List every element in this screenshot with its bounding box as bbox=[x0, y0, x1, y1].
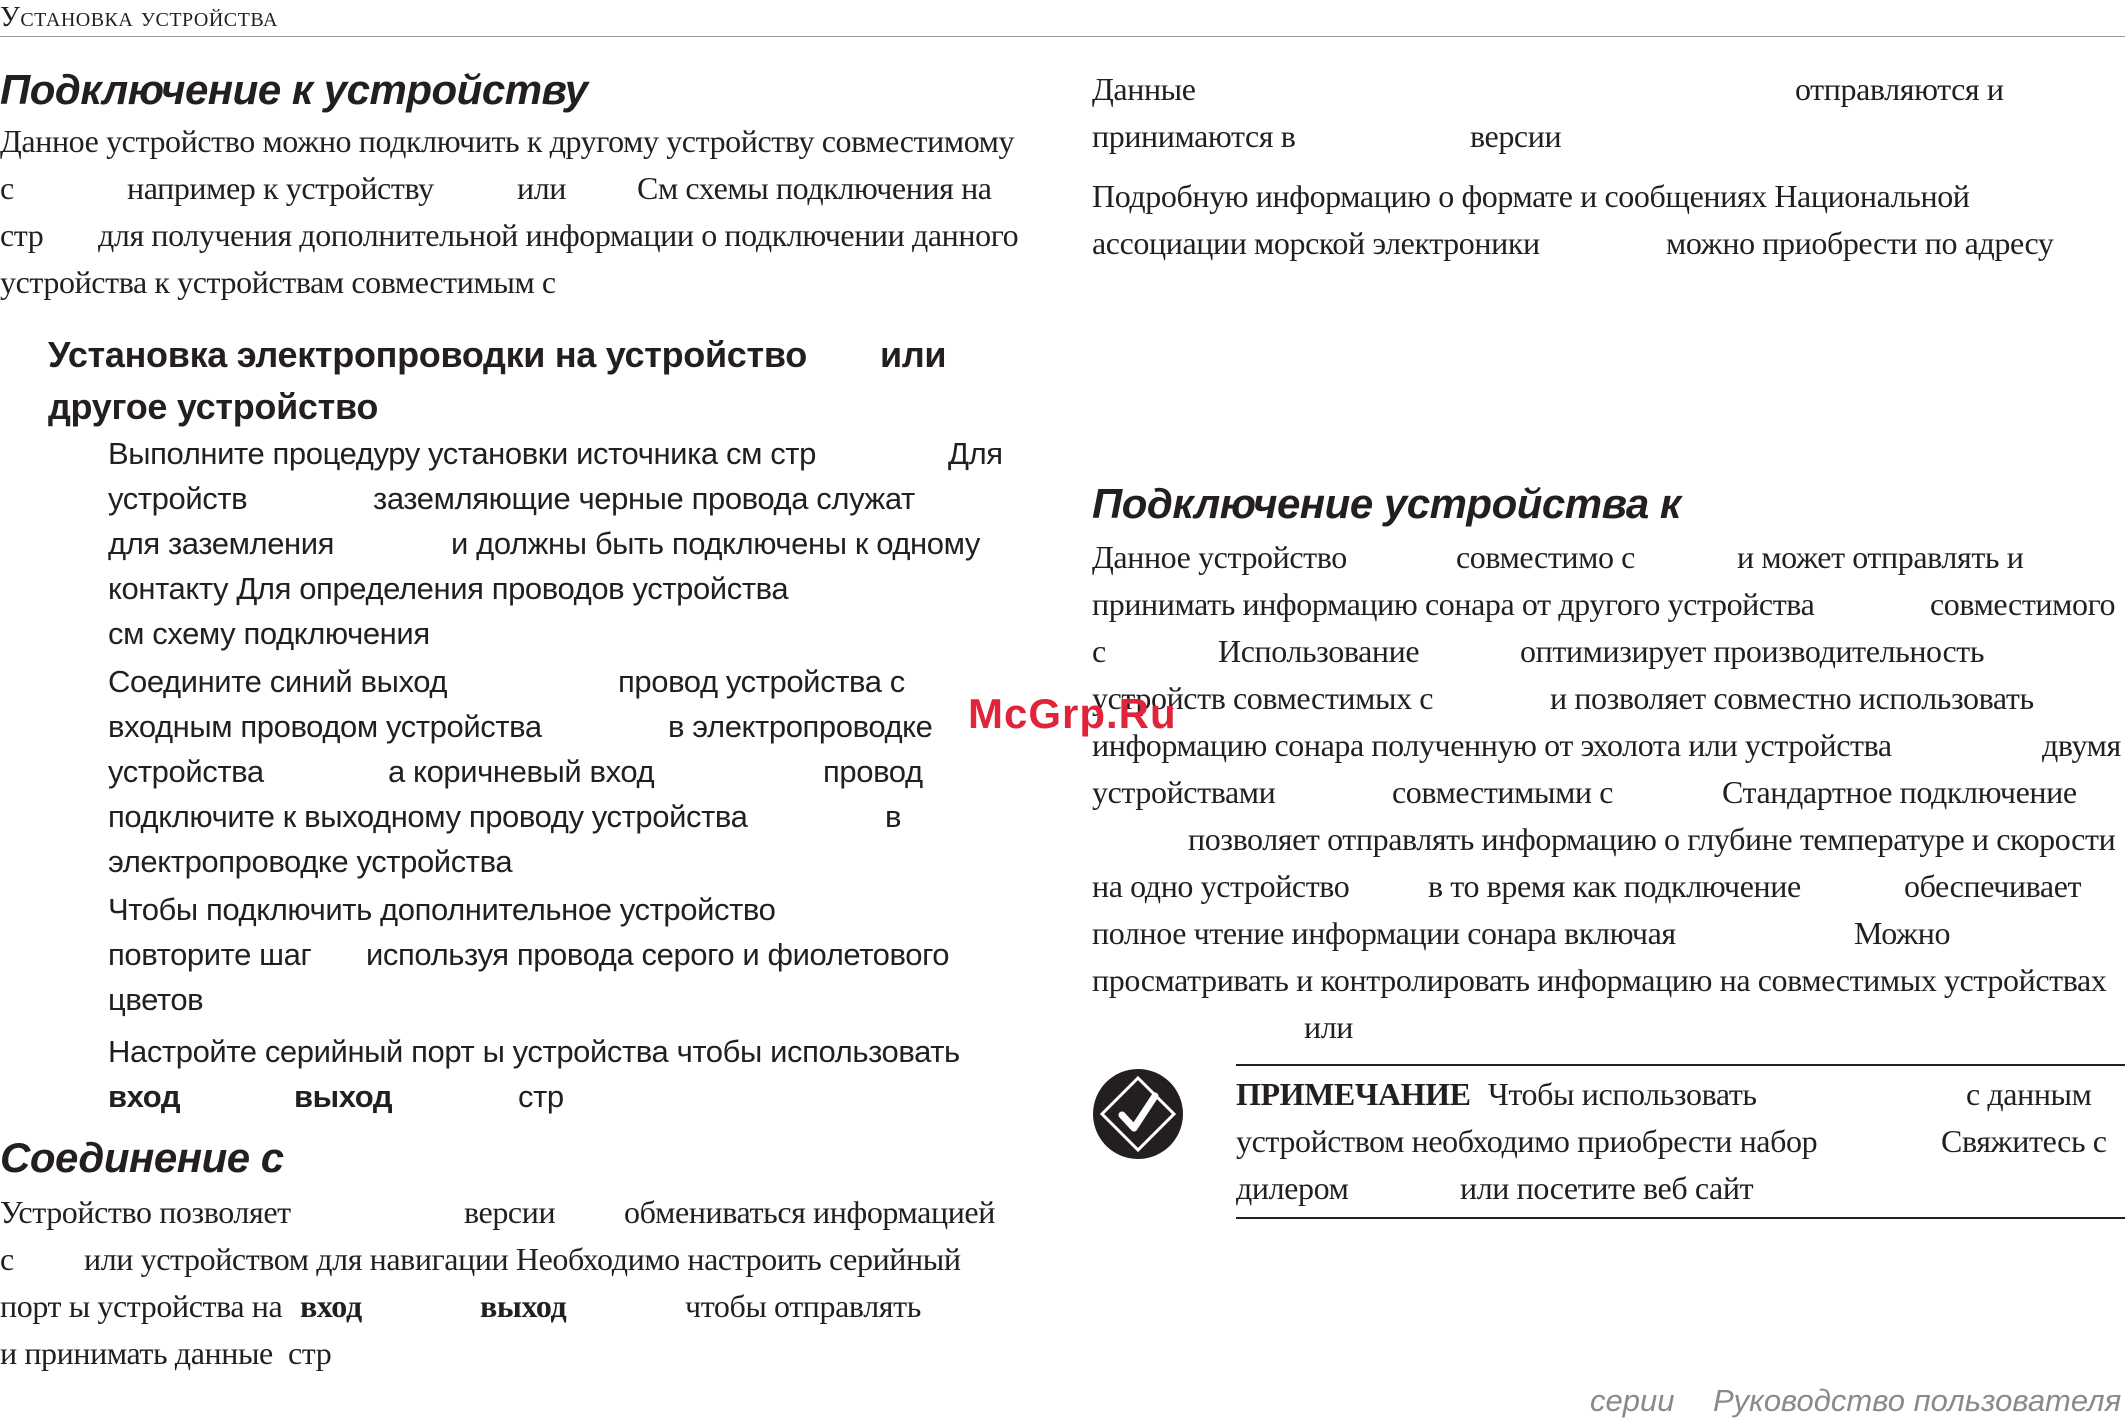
text-line bbox=[1092, 863, 2122, 910]
text-segment: устройствами bbox=[1092, 774, 1276, 810]
text-segment: с bbox=[0, 170, 14, 206]
text-segment: принимать информацию сонара от другого устройства bbox=[1092, 586, 1815, 622]
text-line bbox=[1092, 66, 2122, 113]
section-heading-connect-device-to: Подключение устройства к bbox=[1092, 480, 1681, 527]
text-line bbox=[0, 1236, 1020, 1283]
text-line bbox=[108, 887, 1028, 932]
text-segment: с данным bbox=[1966, 1076, 2092, 1112]
section3-body bbox=[1092, 534, 2122, 1051]
text-segment: и должны быть подключены к одному bbox=[451, 526, 980, 561]
text-line bbox=[1092, 816, 2122, 863]
text-line bbox=[1092, 220, 2122, 267]
text-line bbox=[0, 118, 1020, 165]
text-segment: информацию сонара полученную от эхолота или устройства bbox=[1092, 727, 1892, 763]
text-line bbox=[0, 1283, 1020, 1330]
text-segment: позволяет отправлять информацию о глубине температуре и скорости bbox=[1188, 821, 2116, 857]
text-segment: дилером bbox=[1236, 1170, 1349, 1206]
text-segment: совместимо с bbox=[1456, 539, 1635, 575]
text-segment: в электропроводке bbox=[668, 709, 933, 744]
text-segment: Выполните процедуру установки источника см стр bbox=[108, 436, 816, 471]
text-line bbox=[1092, 957, 2122, 1004]
text-segment: и принимать данные bbox=[0, 1335, 273, 1371]
text-line bbox=[108, 1074, 1028, 1119]
section-heading-connect-device: Подключение к устройству bbox=[0, 66, 588, 113]
text-segment: а коричневый вход bbox=[388, 754, 655, 789]
text-segment: ассоциации морской электроники bbox=[1092, 225, 1540, 261]
text-segment: например к устройству bbox=[127, 170, 434, 206]
text-segment: обмениваться информацией bbox=[624, 1194, 995, 1230]
text-segment: устройства bbox=[108, 754, 264, 789]
text-segment: входным проводом устройства bbox=[108, 709, 542, 744]
text-segment: или посетите веб сайт bbox=[1460, 1170, 1754, 1206]
text-line bbox=[0, 165, 1020, 212]
text-line bbox=[1236, 1165, 2125, 1212]
text-line bbox=[108, 794, 1028, 839]
text-segment: оптимизирует производительность bbox=[1520, 633, 1985, 669]
text-segment: Данное устройство можно подключить к другому устройству совместимому bbox=[0, 123, 1015, 159]
text-line bbox=[1236, 1118, 2125, 1165]
text-segment: Установка электропроводки на устройство bbox=[48, 334, 807, 375]
text-segment: заземляющие черные провода служат bbox=[373, 481, 915, 516]
text-segment: отправляются и bbox=[1795, 71, 2004, 107]
text-segment: провод устройства с bbox=[618, 664, 905, 699]
text-segment: или устройством для навигации Необходимо настроить серийный bbox=[84, 1241, 961, 1277]
text-segment: Стандартное подключение bbox=[1722, 774, 2077, 810]
text-line bbox=[108, 476, 1028, 521]
text-segment: устройством необходимо приобрести набор bbox=[1236, 1123, 1818, 1159]
subsection-heading-line2: другое устройство bbox=[48, 386, 379, 427]
text-segment: принимаются в bbox=[1092, 118, 1296, 154]
text-segment: или bbox=[517, 170, 567, 206]
step-1 bbox=[108, 431, 1028, 656]
text-line bbox=[1092, 769, 2122, 816]
text-segment: Для bbox=[948, 436, 1003, 471]
text-line bbox=[108, 932, 1028, 977]
text-segment: с bbox=[1092, 633, 1106, 669]
text-line bbox=[1092, 1004, 2122, 1051]
watermark: McGrp.Ru bbox=[968, 690, 1177, 737]
text-segment: провод bbox=[823, 754, 923, 789]
text-line bbox=[108, 521, 1028, 566]
text-segment: подключите к выходному проводу устройства bbox=[108, 799, 748, 834]
text-segment: см схему подключения bbox=[108, 616, 430, 651]
text-segment: Данные bbox=[1092, 71, 1196, 107]
text-line bbox=[0, 212, 1020, 259]
text-segment: и может отправлять и bbox=[1737, 539, 2024, 575]
header-rule bbox=[0, 36, 2125, 37]
text-line bbox=[1092, 910, 2122, 957]
text-segment: Чтобы использовать bbox=[1488, 1076, 1757, 1112]
text-segment: Свяжитесь с bbox=[1941, 1123, 2107, 1159]
text-segment: вход bbox=[108, 1079, 181, 1114]
text-segment: стр bbox=[518, 1079, 564, 1114]
text-segment: в то время как подключение bbox=[1428, 868, 1801, 904]
note-text bbox=[1236, 1071, 2125, 1212]
text-line bbox=[0, 1189, 1020, 1236]
text-segment: для заземления bbox=[108, 526, 335, 561]
text-segment: устройства к устройствам совместимым с bbox=[0, 264, 556, 300]
text-line bbox=[1092, 581, 2122, 628]
text-line bbox=[108, 1029, 1028, 1074]
text-segment: используя провода серого и фиолетового bbox=[366, 937, 950, 972]
note-label: ПРИМЕЧАНИЕ bbox=[1236, 1076, 1471, 1112]
footer-series: серии bbox=[1590, 1383, 1675, 1418]
text-segment: совместимыми с bbox=[1392, 774, 1614, 810]
text-segment: обеспечивает bbox=[1904, 868, 2082, 904]
text-segment: на одно устройство bbox=[1092, 868, 1350, 904]
text-segment: и позволяет совместно использовать bbox=[1550, 680, 2034, 716]
step-3 bbox=[108, 887, 1028, 1022]
text-line bbox=[108, 611, 1028, 656]
text-segment: Соедините синий выход bbox=[108, 664, 448, 699]
nmea-para bbox=[1092, 173, 2122, 267]
text-line bbox=[1092, 534, 2122, 581]
text-segment: электропроводке устройства bbox=[108, 844, 513, 879]
text-segment: стр bbox=[0, 217, 44, 253]
text-line bbox=[108, 749, 1028, 794]
note-rule-bottom bbox=[1236, 1217, 2125, 1219]
text-segment: с bbox=[0, 1241, 14, 1277]
text-line bbox=[108, 659, 1028, 704]
text-segment: или bbox=[880, 334, 947, 375]
section1-body bbox=[0, 118, 1020, 306]
text-line bbox=[0, 1330, 1020, 1377]
text-line bbox=[1092, 173, 2122, 220]
text-segment: повторите шаг bbox=[108, 937, 312, 972]
text-line bbox=[1092, 675, 2122, 722]
text-segment: Подробную информацию о формате и сообщениях Национальной bbox=[1092, 178, 1970, 214]
text-line bbox=[1092, 113, 2122, 160]
step-2 bbox=[108, 659, 1028, 884]
text-segment: можно приобрести по адресу bbox=[1666, 225, 2054, 261]
text-line bbox=[0, 259, 1020, 306]
text-segment: порт ы устройства на bbox=[0, 1288, 283, 1324]
text-segment: вход bbox=[300, 1288, 362, 1324]
text-segment: для получения дополнительной информации о подключении данного bbox=[98, 217, 1019, 253]
text-segment: Использование bbox=[1218, 633, 1420, 669]
text-segment: Устройство позволяет bbox=[0, 1194, 291, 1230]
text-segment: двумя bbox=[2042, 727, 2121, 763]
text-segment: Можно bbox=[1854, 915, 1951, 951]
text-line bbox=[108, 431, 1028, 476]
text-line bbox=[1092, 628, 2122, 675]
section-heading-connection: Соединение с bbox=[0, 1134, 284, 1181]
text-line bbox=[1236, 1071, 2125, 1118]
text-line bbox=[108, 704, 1028, 749]
step-4 bbox=[108, 1029, 1028, 1119]
text-segment: просматривать и контролировать информацию на совместимых устройствах bbox=[1092, 962, 2107, 998]
text-line bbox=[108, 839, 1028, 884]
text-line bbox=[108, 977, 1028, 1022]
text-segment: Данное устройство bbox=[1092, 539, 1347, 575]
text-segment: совместимого bbox=[1930, 586, 2116, 622]
text-segment: версии bbox=[464, 1194, 556, 1230]
note-check-icon bbox=[1092, 1068, 1184, 1160]
subsection-heading bbox=[48, 334, 1028, 378]
text-segment: полное чтение информации сонара включая bbox=[1092, 915, 1676, 951]
text-segment: версии bbox=[1470, 118, 1562, 154]
text-segment: стр bbox=[288, 1335, 332, 1371]
section2-body bbox=[0, 1189, 1020, 1377]
text-segment: Чтобы подключить дополнительное устройство bbox=[108, 892, 776, 927]
text-line bbox=[108, 566, 1028, 611]
text-segment: в bbox=[885, 799, 902, 834]
text-segment: или bbox=[1304, 1009, 1354, 1045]
footer-guide-title: Руководство пользователя bbox=[1713, 1383, 2122, 1418]
text-segment: См схемы подключения на bbox=[637, 170, 992, 206]
text-segment: чтобы отправлять bbox=[685, 1288, 921, 1324]
note-rule-top bbox=[1236, 1064, 2125, 1066]
text-segment: устройств совместимых с bbox=[1092, 680, 1434, 716]
text-line bbox=[1092, 722, 2122, 769]
text-segment: контакту Для определения проводов устройства bbox=[108, 571, 789, 606]
text-segment: устройств bbox=[108, 481, 248, 516]
running-header: Установка устройства bbox=[0, 2, 278, 33]
text-segment: цветов bbox=[108, 982, 204, 1017]
text-segment: Настройте серийный порт ы устройства чтобы использовать bbox=[108, 1034, 960, 1069]
intro-para bbox=[1092, 66, 2122, 160]
text-segment: выход bbox=[294, 1079, 393, 1114]
text-segment: выход bbox=[480, 1288, 567, 1324]
